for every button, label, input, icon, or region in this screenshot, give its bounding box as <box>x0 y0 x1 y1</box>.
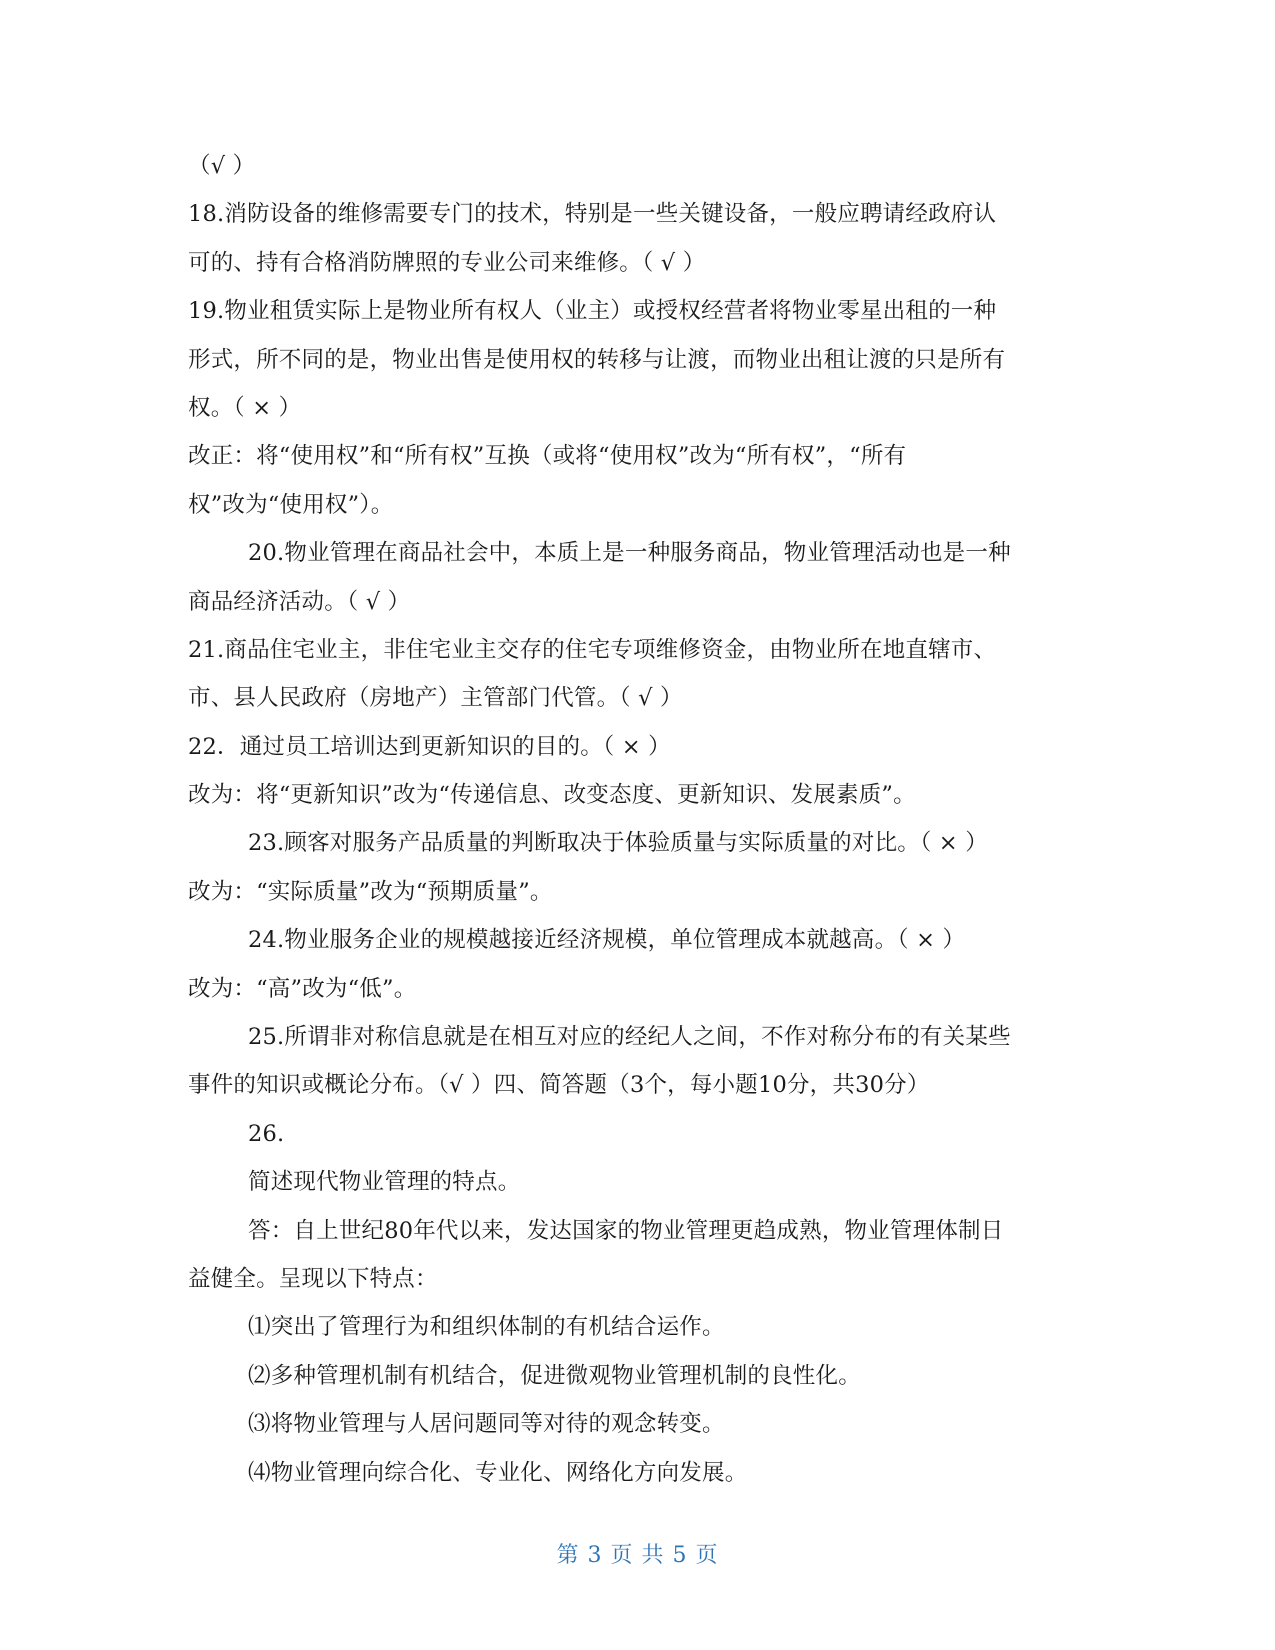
page-number-footer: 第 3 页 共 5 页 <box>556 1543 719 1568</box>
text-line: 23.顾客对服务产品质量的判断取决于体验质量与实际质量的对比。（ × ） <box>248 830 988 857</box>
text-line: 19.物业租赁实际上是物业所有权人（业主）或授权经营者将物业零星出租的一种 <box>188 298 997 325</box>
text-line: 24.物业服务企业的规模越接近经济规模，单位管理成本就越高。（ × ） <box>248 927 966 954</box>
text-line: 市、县人民政府（房地产）主管部门代管。（ √ ） <box>188 685 683 712</box>
text-line: 改为：将“更新知识”改为“传递信息、改变态度、更新知识、发展素质”。 <box>188 782 916 809</box>
text-line: 25.所谓非对称信息就是在相互对应的经纪人之间，不作对称分布的有关某些 <box>248 1024 1011 1051</box>
list-item: ⑵多种管理机制有机结合，促进微观物业管理机制的良性化。 <box>248 1362 861 1389</box>
text-line: 改为：“高”改为“低”。 <box>188 975 417 1002</box>
answer-text: 益健全。呈现以下特点： <box>188 1265 438 1292</box>
text-line: 18.消防设备的维修需要专门的技术，特别是一些关键设备，一般应聘请经政府认 <box>188 201 997 228</box>
text-line: 改正：将“使用权”和“所有权”互换（或将“使用权”改为“所有权”，“所有 <box>188 443 907 470</box>
text-line: 权。（ × ） <box>188 394 302 421</box>
text-line: 22．通过员工培训达到更新知识的目的。（ × ） <box>188 733 671 760</box>
text-line: 21.商品住宅业主，非住宅业主交存的住宅专项维修资金，由物业所在地直辖市、 <box>188 636 997 663</box>
text-line: 可的、持有合格消防牌照的专业公司来维修。（ √ ） <box>188 249 706 276</box>
list-item: ⑷物业管理向综合化、专业化、网络化方向发展。 <box>248 1459 748 1486</box>
text-line: 20.物业管理在商品社会中，本质上是一种服务商品，物业管理活动也是一种 <box>248 540 1011 567</box>
text-line: 事件的知识或概论分布。（√ ）四、简答题（3个，每小题10分，共30分） <box>188 1072 930 1099</box>
text-line: （√ ） <box>188 153 256 179</box>
list-item: ⑶将物业管理与人居问题同等对待的观念转变。 <box>248 1411 725 1438</box>
question-title: 简述现代物业管理的特点。 <box>248 1169 521 1196</box>
document-body <box>188 142 1088 1497</box>
list-item: ⑴突出了管理行为和组织体制的有机结合运作。 <box>248 1314 725 1341</box>
text-line: 形式，所不同的是，物业出售是使用权的转移与让渡，而物业出租让渡的只是所有 <box>188 346 1006 373</box>
question-number: 26. <box>248 1120 285 1147</box>
answer-text: 答：自上世纪80年代以来，发达国家的物业管理更趋成熟，物业管理体制日 <box>248 1217 1004 1244</box>
text-line: 权”改为“使用权”）。 <box>188 491 394 518</box>
text-line: 改为：“实际质量”改为“预期质量”。 <box>188 878 553 905</box>
text-line: 商品经济活动。（ √ ） <box>188 588 411 615</box>
